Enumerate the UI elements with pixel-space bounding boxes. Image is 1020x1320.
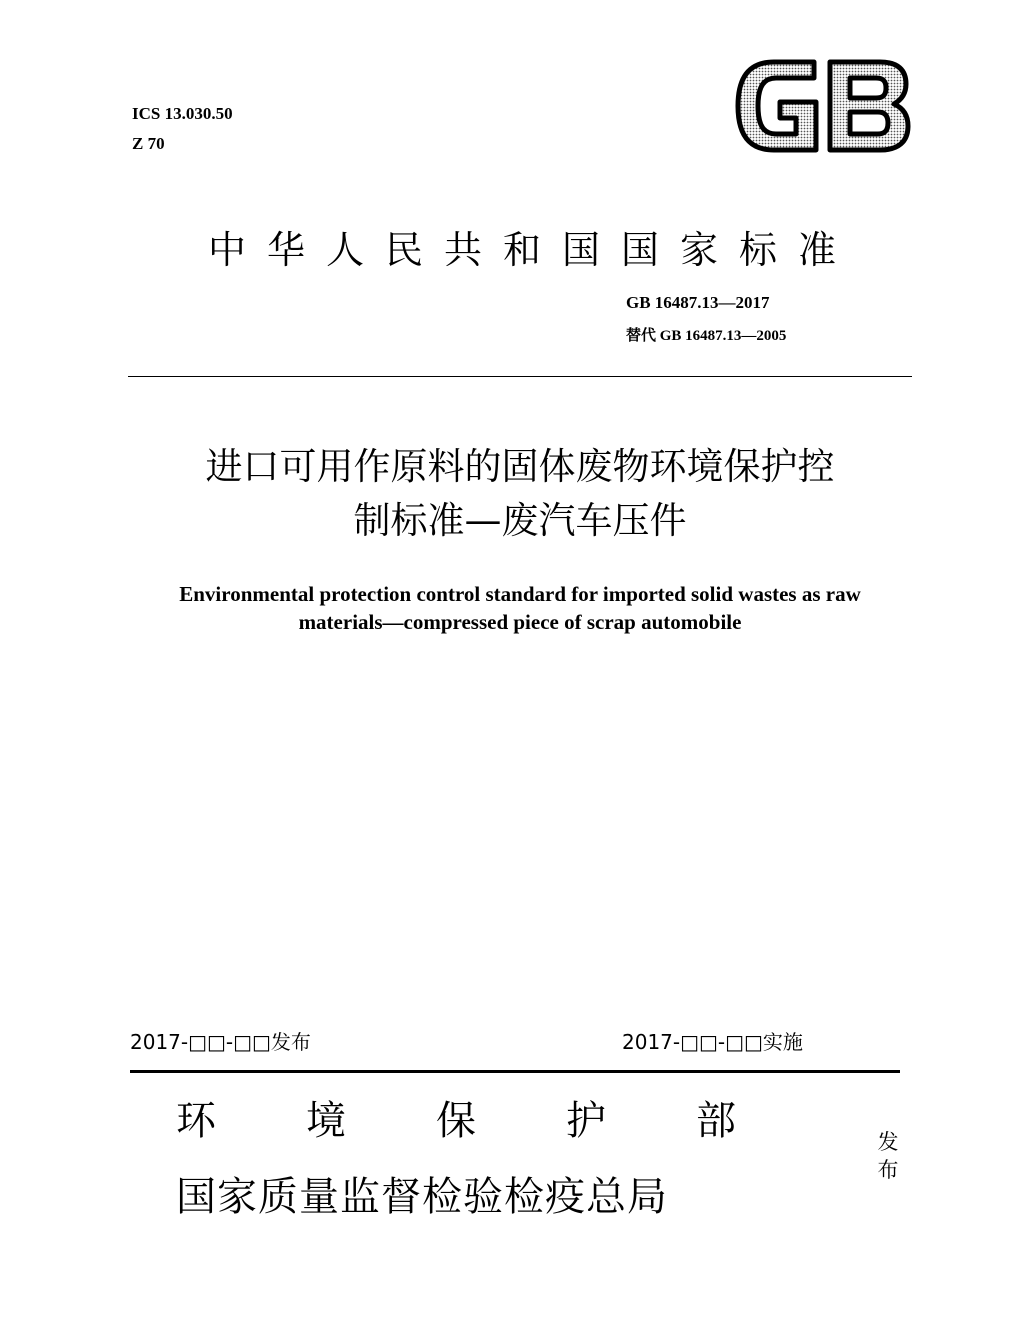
bottom-divider [130, 1070, 900, 1073]
english-title [110, 580, 930, 636]
publish-label [876, 1128, 900, 1184]
classification-codes [132, 99, 233, 159]
english-title-line-1: Environmental protection control standard for imported solid wastes as raw [179, 582, 861, 606]
chinese-title [120, 440, 920, 548]
standard-number: GB 16487.13—2017 [626, 293, 770, 312]
national-standard-heading: 中华人民共和国国家标准 [208, 228, 858, 272]
chinese-title-line-2: 制标准—废汽车压件 [353, 499, 687, 542]
authority-1-char: 部 [696, 1098, 736, 1144]
gb-logo-b-shape [830, 62, 908, 150]
issuing-authority-1 [176, 1096, 736, 1146]
authority-1-char: 境 [306, 1098, 346, 1144]
ics-code: ICS 13.030.50 [132, 104, 233, 123]
top-divider [128, 376, 912, 377]
publish-char: 布 [877, 1158, 899, 1182]
replaced-standard: 替代 GB 16487.13—2005 [626, 328, 787, 344]
issuing-authority-2: 国家质量监督检验检疫总局 [176, 1174, 668, 1220]
gb-logo [734, 58, 912, 154]
english-title-line-2: materials—compressed piece of scrap automobile [298, 610, 742, 634]
chinese-title-line-1: 进口可用作原料的固体废物环境保护控 [205, 445, 835, 488]
gb-logo-g-shape [738, 62, 816, 150]
authority-1-char: 环 [176, 1098, 216, 1144]
authority-1-char: 保 [436, 1098, 476, 1144]
issue-date: 2017-□□-□□发布 [130, 1030, 311, 1054]
ccs-code: Z 70 [132, 134, 165, 153]
publish-char: 发 [877, 1130, 899, 1154]
implementation-date: 2017-□□-□□实施 [622, 1030, 803, 1054]
authority-1-char: 护 [566, 1098, 606, 1144]
